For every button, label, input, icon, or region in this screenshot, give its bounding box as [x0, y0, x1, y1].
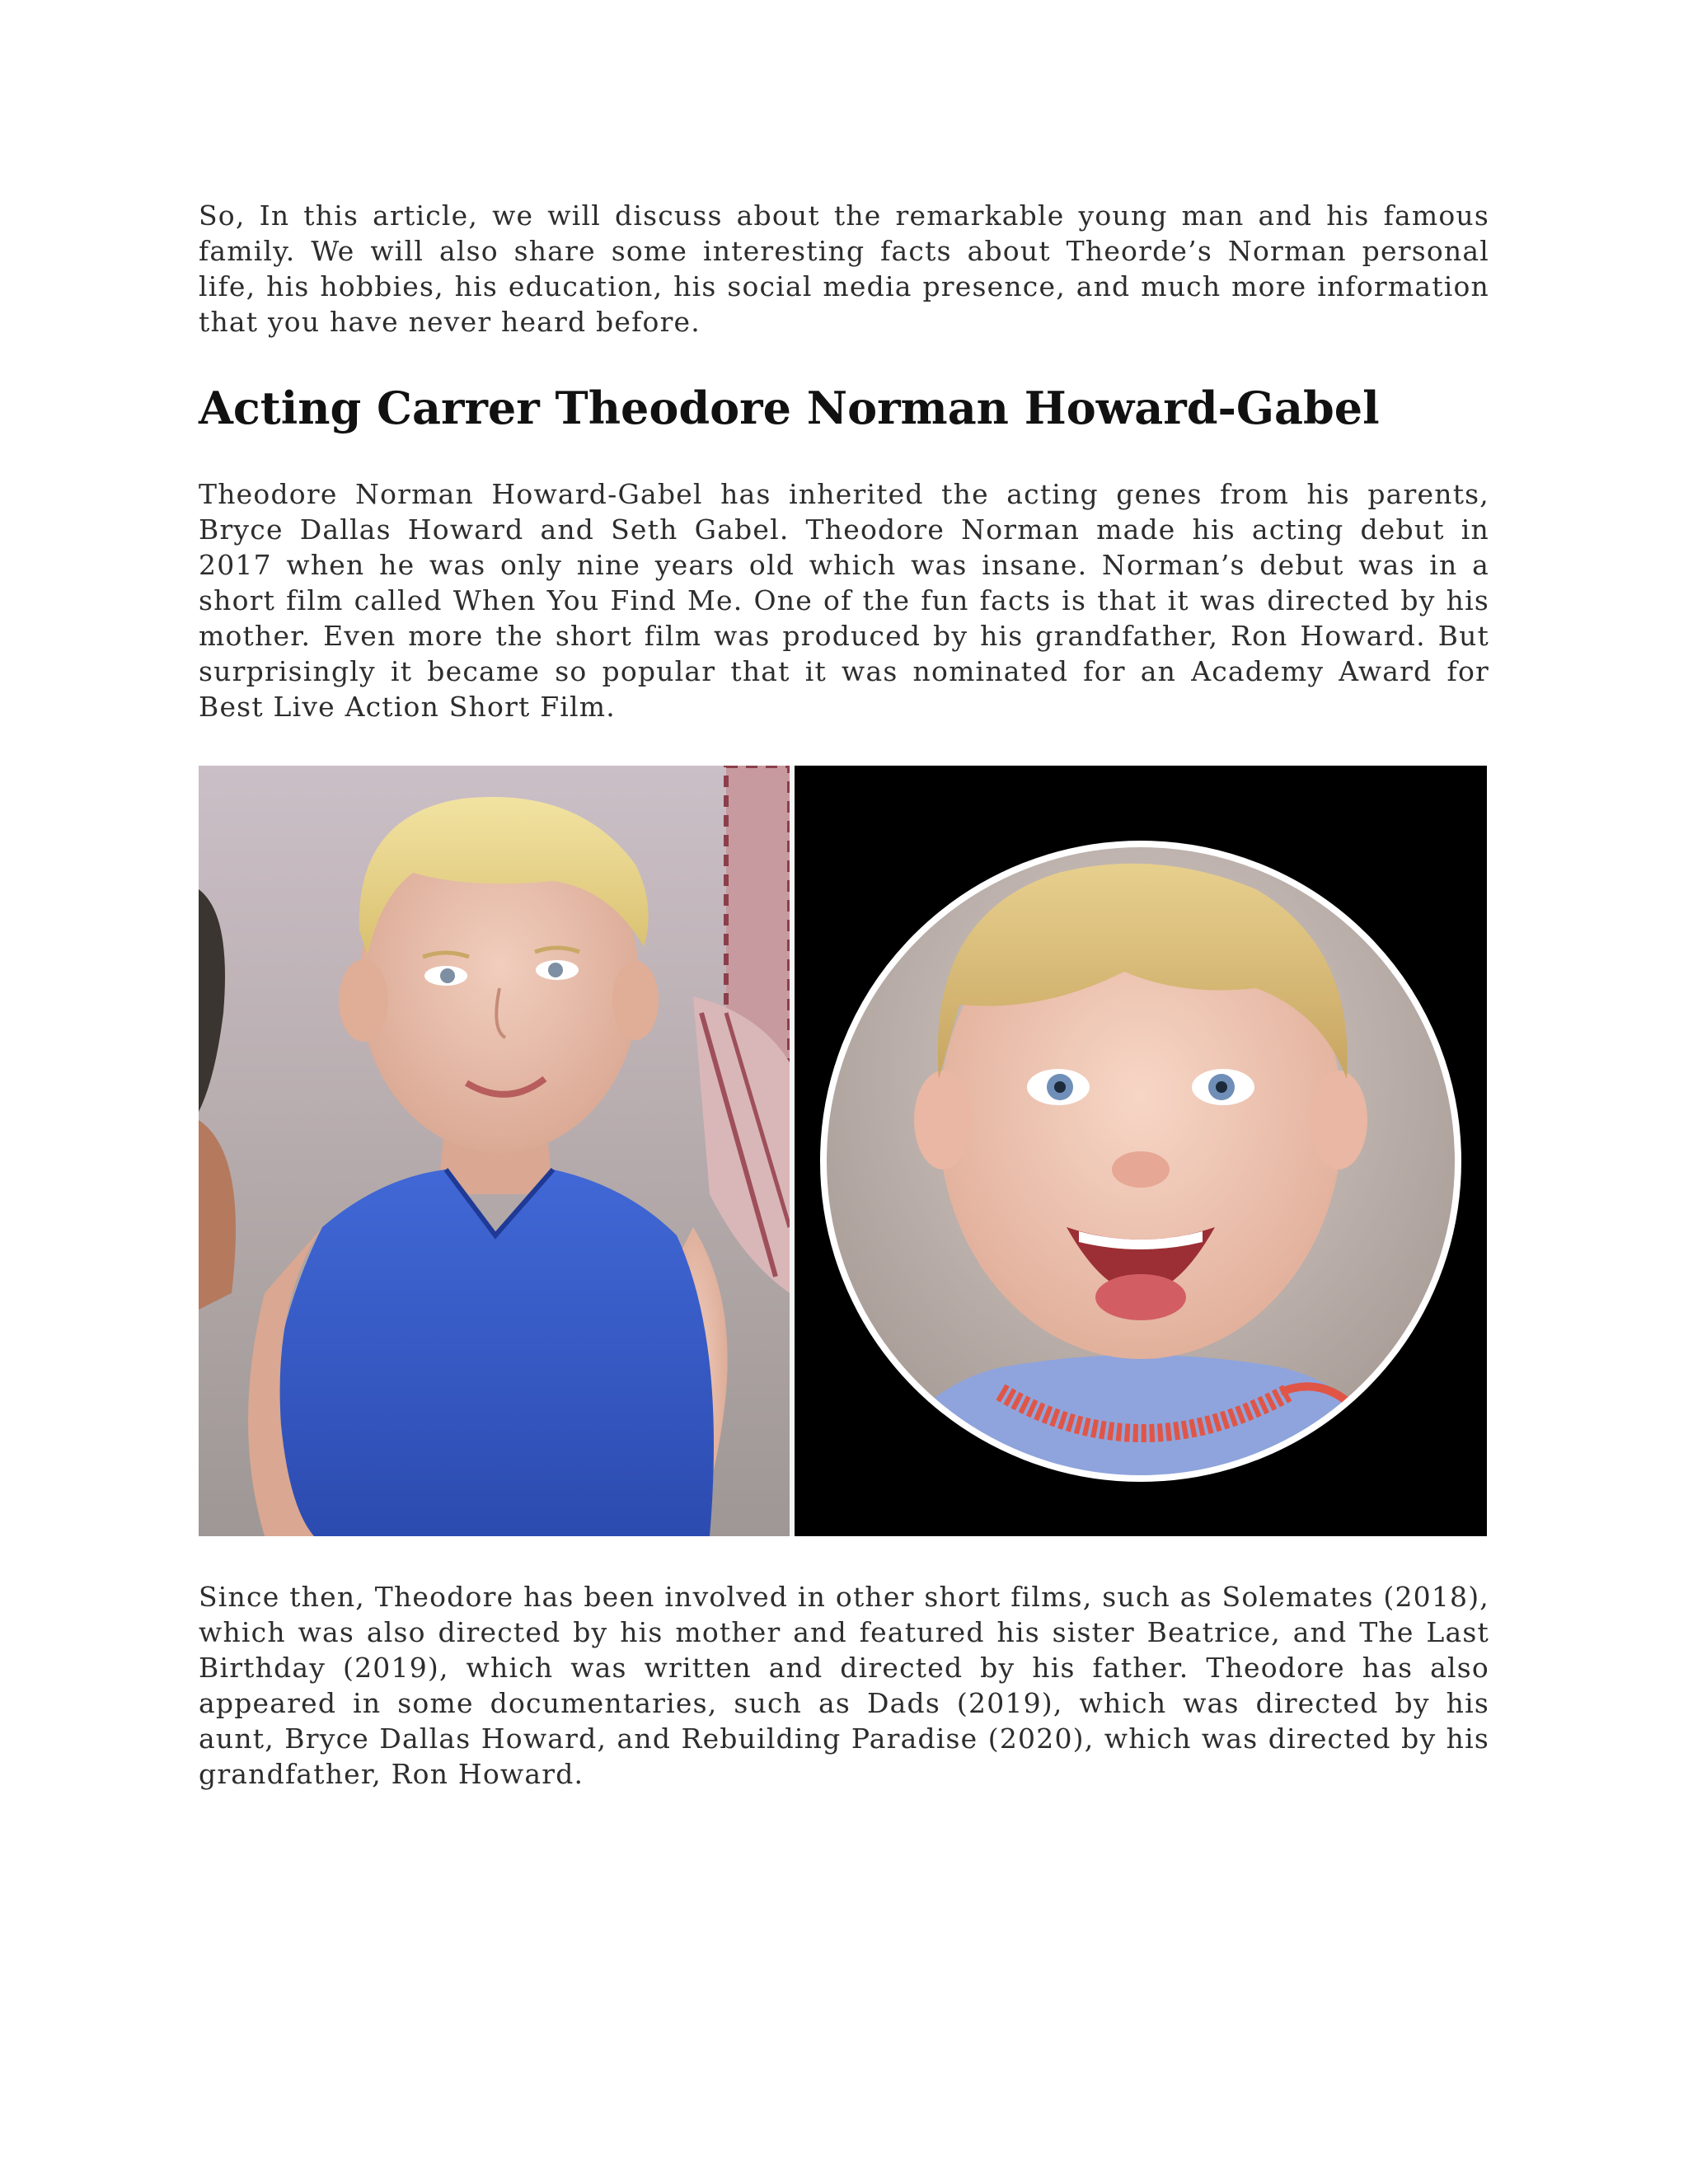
toddler-portrait-image: [795, 766, 1487, 1536]
later-work-paragraph: Since then, Theodore has been involved in other short films, such as Solemates (2018), which was also directed by his mother and featured his sister Beatrice, and The Last Birthday (2019), which was written and directed by his father. Theodore has also appeared in some documentaries, such as Dads (2019), which was directed by his aunt, Bryce Dallas Howard, and Rebuilding Paradise (2020), which was directed by his grandfather, Ron Howard.: [199, 1581, 1489, 1790]
boy-photo-left: [199, 766, 790, 1536]
article-photo: [199, 766, 1487, 1536]
acting-career-paragraph: Theodore Norman Howard-Gabel has inherited the acting genes from his parents, Bryce Dallas Howard and Seth Gabel. Theodore Norman made his acting debut in 2017 when he was only nine years old which was insane. Norman’s debut was in a short film called When You Find Me. One of the fun facts is that it was directed by his mother. Even more the short film was produced by his grandfather, Ron Howard. But surprisingly it became so popular that it was nominated for an Academy Award for Best Live Action Short Film.: [199, 478, 1489, 723]
boy-in-blue-shirt-image: [199, 766, 790, 1536]
section-heading: Acting Carrer Theodore Norman Howard-Gabel: [199, 382, 1380, 434]
intro-paragraph: So, In this article, we will discuss about the remarkable young man and his famous family. We will also share some interesting facts about Theorde’s Norman personal life, his hobbies, his education, his social media presence, and much more information that you have never heard before.: [199, 199, 1489, 338]
toddler-photo-right: [795, 766, 1487, 1536]
article-page: [199, 198, 1489, 1792]
